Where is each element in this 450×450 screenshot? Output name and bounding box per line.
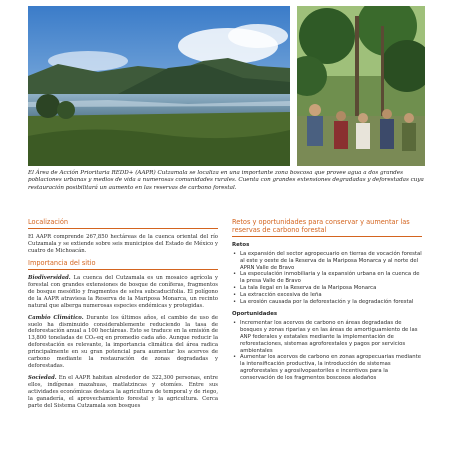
sociedad-paragraph: [28, 375, 218, 410]
biodiversidad-label: Biodiversidad.: [28, 275, 71, 282]
importancia-heading: Importancia del sitio: [28, 259, 96, 268]
list-item: • La extracción excesiva de leña: [232, 292, 422, 299]
localizacion-rule: [28, 228, 218, 229]
biodiversidad-text: La cuenca del Cutzamala es un mosaico agrícola y forestal con grandes extensiones de bosque de coníferas, fragmentos de bosque mesófilo y fragmentos de selva subcaducifolia. El polígono de la AAPR atraviesa la Reserva de la Mariposa Monarca, un recinto natural que alberga numerosas especies endémicas y protegidas.: [28, 275, 218, 309]
list-item: • La tala ilegal en la Reserva de la Mariposa Monarca: [232, 285, 422, 292]
sociedad-text: En el AAPR habitan alrededor de 322,300 personas, entre ellos, indígenas mazahuas, matlatzincas y otomíes. Entre sus actividades económicas destaca la agricultura de temporal y de riego, la ganadería, el aprovechamiento forestal y la agricultura. Cerca parte del Sistema Cutzamala son bosques: [28, 374, 218, 409]
oportunidades-label: Oportunidades: [232, 310, 278, 317]
localizacion-heading: Localización: [28, 218, 69, 226]
localizacion-text: El AAPR comprende 267,850 hectáreas de la cuenca oriental del río Cutzamala y se extiende sobre seis municipios del Estado de México y cuatro de Michoacán.: [28, 233, 218, 254]
retos-section-rule: [232, 236, 422, 237]
cambio-paragraph: [28, 315, 218, 370]
list-item: • La especulación inmobiliaria y la expansión urbana en la cuenca de la presa Valle de Bravo: [232, 271, 422, 285]
cambio-label: Cambio Climático.: [28, 314, 84, 321]
retos-list: [232, 251, 422, 306]
list-item: • Incrementar los acervos de carbono en áreas degradadas de bosques y zonas riparias y en las áreas de amortiguamiento de las ANP federales y estatales mediante la implementación de reforestaciones, sistemas agroforestales y pagos por servicios ambientales: [232, 320, 422, 355]
forest-group-photo: [297, 6, 425, 166]
right-column: [232, 218, 422, 387]
biodiversidad-paragraph: [28, 275, 218, 310]
photo-caption: El Área de Acción Prioritaria REDD+ (AAPR) Cutzamala se localiza en una importante zona boscosa que provee agua a dos grandes poblaciones urbanas y medios de vida a numerosas comunidades rurales. Cuenta con grandes extensiones degradadas y deforestadas cuya restauración posibilitará un aumento en las reservas de carbono forestal.: [28, 170, 424, 191]
list-item: • Aumentar los acervos de carbono en zonas agropecuarias mediante la intensificación productiva, la introducción de sistemas agroforestales y agrosilvopastoriles e incentivos para la conservación de los fragmentos boscosos aledaños: [232, 354, 422, 382]
retos-label: Retos: [232, 241, 250, 248]
list-item: • La expansión del sector agropecuario en tierras de vocación forestal al este y oeste de la Reserva de la Mariposa Monarca y al norte del APRN Valle de Bravo: [232, 251, 422, 272]
retos-section-heading: Retos y oportunidades para conservar y aumentar las reservas de carbono forestal: [232, 218, 410, 234]
importancia-rule: [28, 269, 218, 270]
landscape-photo: [28, 6, 290, 166]
list-item: • La erosión causada por la deforestación y la degradación forestal: [232, 299, 422, 306]
left-column: [28, 218, 218, 414]
cambio-text: Durante los últimos años, el cambio de uso de suelo ha disminuido considerablemente reduciendo la tasa de deforestación anual a 100 hectáreas. Esto se traduce en la emisión de 13,800 toneladas de CO₂-eq en promedio cada año. Aunque reducir la deforestación es relevante, la importancia climática del área radica principalmente en su gran potencial para aumentar los acervos de carbono mediante la restauración de zonas degradadas y deforestadas.: [28, 314, 218, 369]
sociedad-label: Sociedad.: [28, 374, 57, 381]
oportunidades-list: [232, 320, 422, 382]
